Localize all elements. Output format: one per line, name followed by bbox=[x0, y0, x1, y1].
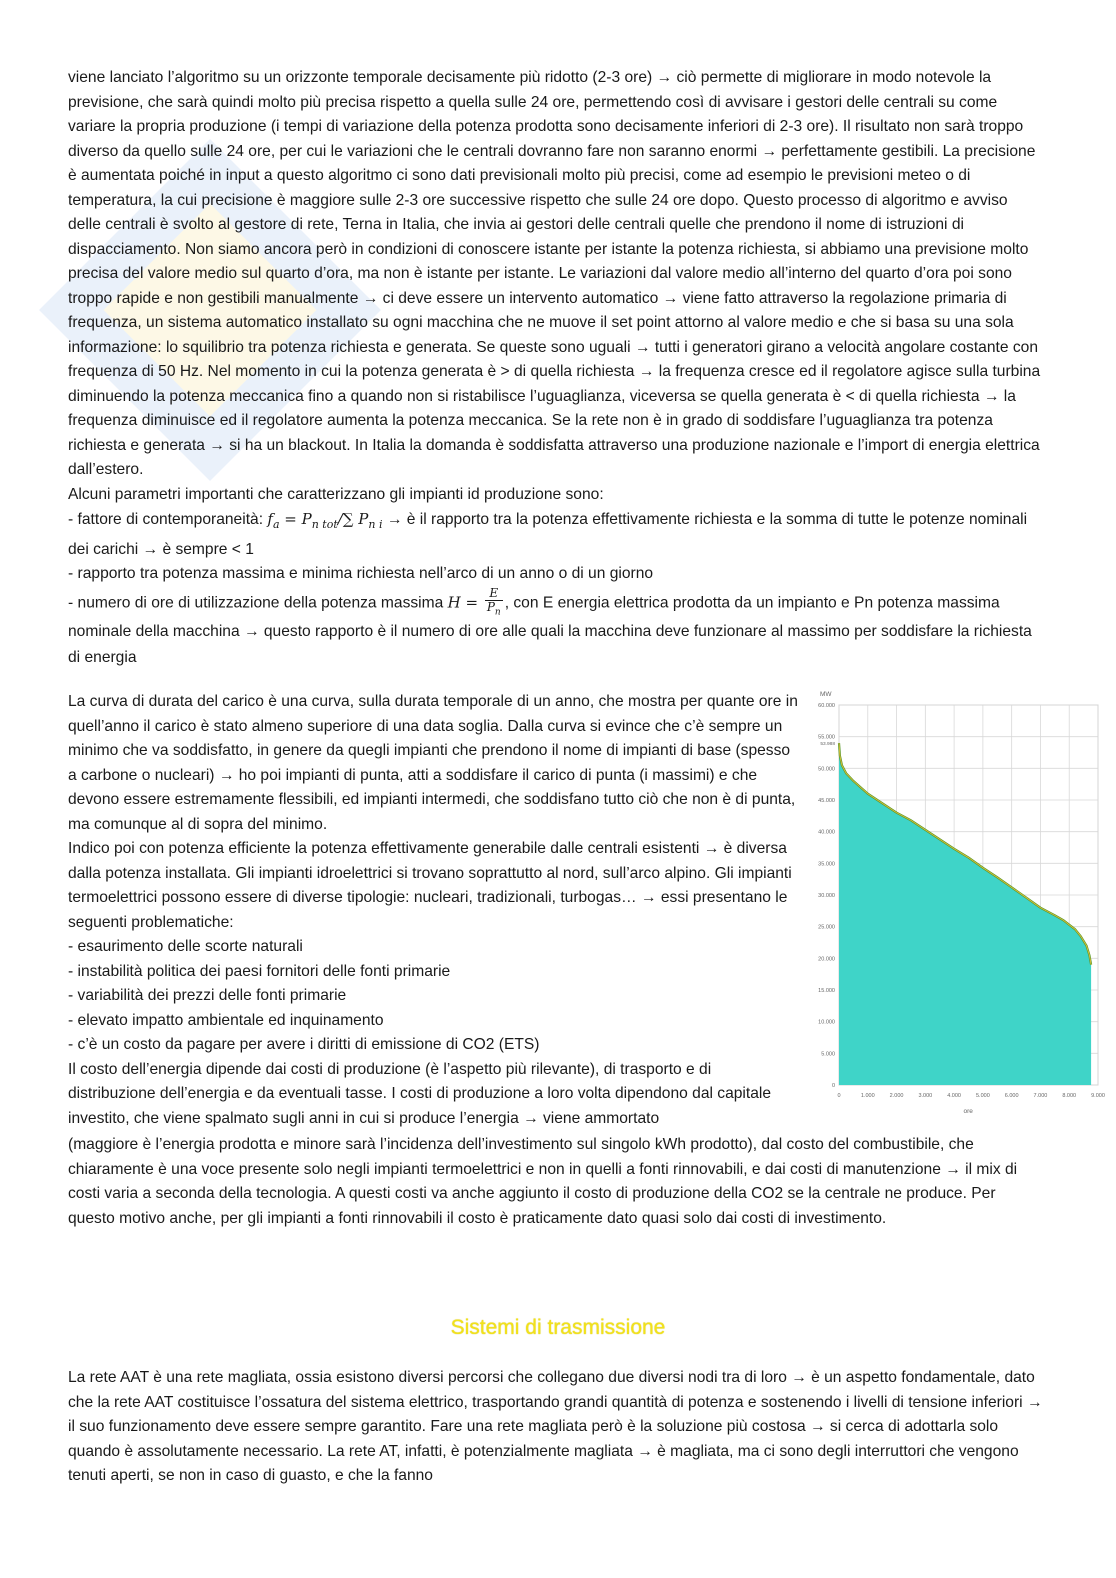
text-block-top bbox=[68, 66, 1043, 671]
formula-fraction: $\frac{E}{P_n}$ bbox=[486, 585, 501, 617]
y-tick-label: 5.000 bbox=[821, 1051, 835, 1058]
y-tick-label: 50.000 bbox=[818, 766, 835, 773]
y-tick-label: 30.000 bbox=[818, 893, 835, 899]
x-tick-label: 1.000 bbox=[860, 1093, 875, 1099]
formula-fa: $f_a = P_{n tot}/\sum$ $P_{n i}$ bbox=[267, 510, 383, 531]
problem-item: - instabilità politica dei paesi fornitori delle fonti primarie bbox=[68, 962, 451, 980]
parameter-max-min-ratio: - rapporto tra potenza massima e minima richiesta nell’arco di un anno o di un giorno bbox=[68, 565, 654, 582]
x-tick-label: 6.000 bbox=[1004, 1093, 1019, 1099]
formula-h: H = bbox=[447, 592, 483, 611]
load-duration-chart bbox=[800, 682, 1116, 1122]
y-tick-label: 10.000 bbox=[818, 1019, 835, 1026]
y-tick-label: 40.000 bbox=[818, 829, 835, 836]
paragraph-efficient-power: Indico poi con potenza efficiente la potenza effettivamente generabile dalle centrali esistenti → è diversa dalla potenza installata. Gli impianti idroelettrici si trovano soprattutto al nord, sull’arco alpino. Gli impianti termoelettrici possono essere di diverse tipologie: nucleari, tradizionali, turbogas… → essi presentano le seguenti problematiche: bbox=[68, 840, 792, 931]
x-tick-label: 4.000 bbox=[947, 1093, 961, 1099]
y-axis-title: MW bbox=[820, 691, 832, 698]
paragraph-load-curve: La curva di durata del carico è una curva, sulla durata temporale di un anno, che mostra per quante ore in quell’anno il carico è stato almeno superiore di una data soglia. Dalla curva si evince che c’è sempre un minimo che va soddisfatto, in genere da quegli impianti che prendono il nome di impianti di base (spesso a carbone o nucleari) → ho poi impianti di punta, atti a soddisfare il carico di punta (i massimi) e che devono essere estremamente flessibili, ed impianti intermedi, che soddisfano tutto ciò che non è di punta, ma comunque al di sopra del minimo. bbox=[68, 693, 798, 833]
x-tick-label: 7.000 bbox=[1033, 1093, 1048, 1099]
parameter-utilization-hours: - numero di ore di utilizzazione della potenza massima H = $\frac{E}{P_n}$ , con E energia elettrica prodotta da un impianto e Pn potenza massima nominale della macchina → questo rapporto è il numero di ore alle quali la macchina deve funzionare al massimo per soddisfare la richiesta di energia bbox=[68, 585, 1032, 666]
y-tick-label: 45.000 bbox=[818, 798, 835, 804]
paragraph-transmission: La rete AAT è una rete magliata, ossia esistono diversi percorsi che collegano due diversi nodi tra di loro → è un aspetto fondamentale, dato che la rete AAT costituisce l’ossatura del sistema elettrico, trasportando grandi quantità di potenza e sostenendo i livelli di tensione inferiori → il suo funzionamento deve essere sempre garantito. Fare una rete magliata però è la soluzione più costosa → si cerca di adottarla solo quando è assolutamente necessario. La rete AT, infatti, è potenzialmente magliata → è magliata, ma ci sono degli interruttori che vengono tenuti aperti, se non in caso di guasto, e che la fanno bbox=[68, 1369, 1043, 1484]
text-block-transmission bbox=[68, 1366, 1043, 1489]
x-tick-label: 5.000 bbox=[976, 1093, 990, 1099]
x-tick-label: 0 bbox=[837, 1093, 841, 1099]
y-tick-label: 35.000 bbox=[818, 861, 835, 868]
y-tick-label: 20.000 bbox=[818, 956, 835, 963]
paragraph-cost-start: Il costo dell’energia dipende dai costi di produzione (è l’aspetto più rilevante), di trasporto e di distribuzione dell’energia e da eventuali tasse. I costi di produzione a loro volta dipendono dal capitale investito, che viene spalmato sugli anni in cui si produce l’energia → viene ammortato bbox=[68, 1060, 772, 1127]
text-block-load-curve bbox=[68, 690, 798, 1131]
parameter-contemporaneity: - fattore di contemporaneità: $f_a = P_{n tot}/\sum$ $P_{n i}$ → è il rapporto tra la potenza effettivamente richiesta e la somma di tutte le potenze nominali dei carichi → è sempre < 1 bbox=[68, 510, 1028, 558]
text-block-cost bbox=[68, 1133, 1043, 1231]
section-title: Sistemi di trasmissione bbox=[450, 1316, 666, 1339]
peak-label: 53.988 bbox=[820, 742, 835, 748]
x-tick-label: 9.000 bbox=[1091, 1093, 1105, 1099]
paragraph-parameters-intro: Alcuni parametri importanti che caratterizzano gli impianti id produzione sono: bbox=[68, 485, 604, 503]
problem-item: - elevato impatto ambientale ed inquinamento bbox=[68, 1011, 384, 1029]
problem-item: - variabilità dei prezzi delle fonti primarie bbox=[68, 987, 347, 1004]
y-tick-label: 60.000 bbox=[818, 703, 835, 709]
x-tick-label: 2.000 bbox=[889, 1093, 904, 1099]
paragraph-cost-rest: (maggiore è l’energia prodotta e minore sarà l’incidenza dell’investimento sul singolo kWh prodotto), dal costo del combustibile, che chiaramente è una voce presente solo negli impianti termoelettrici e non in quelli a fonti rinnovabili, e dai costi di manutenzione → il mix di costi varia a seconda della tecnologia. A questi costi va anche aggiunto il costo di produzione della CO2 se la centrale ne produce. Per questo motivo anche, per gli impianti a fonti rinnovabili il costo è praticamente dato quasi solo dai costi di investimento. bbox=[68, 1136, 1018, 1227]
problem-item: - esaurimento delle scorte naturali bbox=[68, 938, 303, 955]
y-tick-label: 25.000 bbox=[818, 924, 835, 931]
x-tick-label: 8.000 bbox=[1062, 1093, 1077, 1099]
problem-item: - c’è un costo da pagare per avere i diritti di emissione di CO2 (ETS) bbox=[68, 1036, 540, 1053]
x-axis-title: ore bbox=[963, 1108, 973, 1115]
y-tick-label: 0 bbox=[831, 1083, 835, 1089]
y-tick-label: 55.000 bbox=[818, 734, 835, 741]
y-tick-label: 15.000 bbox=[818, 988, 835, 994]
x-tick-label: 3.000 bbox=[918, 1093, 933, 1099]
paragraph-algorithm: viene lanciato l’algoritmo su un orizzonte temporale decisamente più ridotto (2-3 ore) → ciò permette di migliorare in modo notevole la previsione, che sarà quindi molto più precisa rispetto a quella sulle 24 ore, permettendo così di avvisare i gestori delle centrali su come variare la propria produzione (i tempi di variazione della potenza prodotta sono decisamente inferiori di 2-3 ore). Il risultato non sarà troppo diverso da quello sulle 24 ore, per cui le variazioni che le centrali dovranno fare non saranno enormi → perfettamente gestibili. La precisione è aumentata poiché in input a questo algoritmo ci sono dati previsionali molto più precisi, come ad esempio le previsioni meteo o di temperatura, la cui precisione è maggiore sulle 2-3 ore successive rispetto che sulle 24 ore dopo. Questo processo di algoritmo e avviso delle centrali è svolto al gestore di rete, Terna in Italia, che invia ai gestori delle centrali quelle che prendono il nome di istruzioni di dispacciamento. Non siamo ancora però in condizioni di conoscere istante per istante la potenza richiesta, si abbiamo una previsione molto precisa del valore medio sul quarto d’ora, ma non è istante per istante. Le variazioni dal valore medio all’interno del quarto d’ora poi sono troppo rapide e non gestibili manualmente → ci deve essere un intervento automatico → viene fatto attraverso la regolazione primaria di frequenza, un sistema automatico installato su ogni macchina che ne muove il set point attorno al valore medio e che si basa su una sola informazione: lo squilibrio tra potenza richiesta e generata. Se queste sono uguali → tutti i generatori girano a velocità angolare costante con frequenza di 50 Hz. Nel momento in cui la potenza generata è > di quella richiesta → la frequenza cresce ed il regolatore agisce sulla turbina diminuendo la potenza meccanica fino a quando non si ristabilisce l’uguaglianza, viceversa se quella generata è < di quella richiesta → la frequenza diminuisce ed il regolatore aumenta la potenza meccanica. Se la rete non è in grado di soddisfare l’uguaglianza tra potenza richiesta e generata → si ha un blackout. In Italia la domanda è soddisfatta attraverso una produzione nazionale e l’import di energia elettrica dall’estero. bbox=[68, 69, 1041, 478]
